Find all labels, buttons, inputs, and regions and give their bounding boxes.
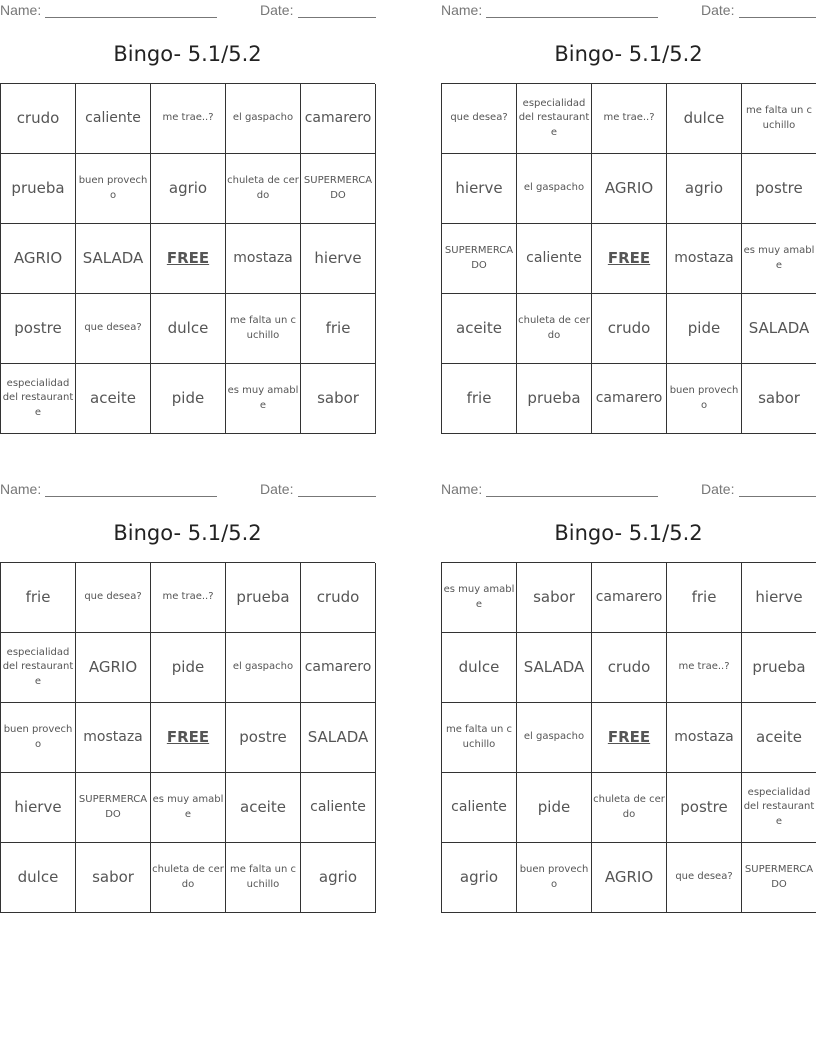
bingo-cell: aceite xyxy=(226,773,301,843)
bingo-cell: frie xyxy=(1,563,76,633)
date-blank-line xyxy=(739,17,816,18)
name-label: Name: xyxy=(0,481,42,497)
bingo-cell: SUPERMERCADO xyxy=(301,154,376,224)
bingo-cell: SALADA xyxy=(517,633,592,703)
bingo-cell: hierve xyxy=(742,563,816,633)
bingo-cell: postre xyxy=(667,773,742,843)
bingo-cell: mostaza xyxy=(76,703,151,773)
bingo-cell: caliente xyxy=(76,84,151,154)
bingo-cell: agrio xyxy=(442,843,517,913)
bingo-cell: mostaza xyxy=(226,224,301,294)
bingo-cell: es muy amable xyxy=(442,563,517,633)
bingo-cell: aceite xyxy=(442,294,517,364)
bingo-cell: el gaspacho xyxy=(517,154,592,224)
bingo-cell: hierve xyxy=(1,773,76,843)
bingo-cell: que desea? xyxy=(442,84,517,154)
bingo-cell: chuleta de cerdo xyxy=(517,294,592,364)
bingo-cell: que desea? xyxy=(667,843,742,913)
bingo-cell: hierve xyxy=(301,224,376,294)
bingo-cell: SUPERMERCADO xyxy=(76,773,151,843)
bingo-cell: el gaspacho xyxy=(226,84,301,154)
bingo-cell: SALADA xyxy=(301,703,376,773)
bingo-cell: crudo xyxy=(301,563,376,633)
name-blank-line xyxy=(486,496,658,497)
name-label: Name: xyxy=(441,2,483,18)
bingo-cell: especialidad del restaurante xyxy=(517,84,592,154)
bingo-cell: me falta un cuchillo xyxy=(226,843,301,913)
name-date-row xyxy=(441,481,816,499)
name-date-row xyxy=(441,2,816,20)
bingo-cell: me trae..? xyxy=(151,84,226,154)
bingo-cell: chuleta de cerdo xyxy=(151,843,226,913)
date-label: Date: xyxy=(701,2,735,18)
name-blank-line xyxy=(486,17,658,18)
bingo-cell: AGRIO xyxy=(592,154,667,224)
name-blank-line xyxy=(45,496,217,497)
card-title: Bingo- 5.1/5.2 xyxy=(554,42,703,66)
bingo-cell: chuleta de cerdo xyxy=(592,773,667,843)
bingo-cell: me trae..? xyxy=(667,633,742,703)
bingo-cell: SALADA xyxy=(76,224,151,294)
name-date-row xyxy=(0,2,375,20)
bingo-cell: mostaza xyxy=(667,224,742,294)
bingo-cell: sabor xyxy=(76,843,151,913)
bingo-cell: pide xyxy=(517,773,592,843)
bingo-cell: aceite xyxy=(76,364,151,434)
bingo-cell: caliente xyxy=(442,773,517,843)
bingo-cell: postre xyxy=(1,294,76,364)
bingo-cell: aceite xyxy=(742,703,816,773)
bingo-cell: sabor xyxy=(742,364,816,434)
bingo-cell: me falta un cuchillo xyxy=(742,84,816,154)
free-space-cell: FREE xyxy=(151,224,226,294)
bingo-cell: chuleta de cerdo xyxy=(226,154,301,224)
bingo-grid xyxy=(441,562,816,913)
bingo-cell: es muy amable xyxy=(226,364,301,434)
bingo-cell: crudo xyxy=(592,633,667,703)
date-label: Date: xyxy=(260,481,294,497)
bingo-cell: SALADA xyxy=(742,294,816,364)
bingo-cell: prueba xyxy=(1,154,76,224)
free-space-cell: FREE xyxy=(151,703,226,773)
bingo-cell: AGRIO xyxy=(1,224,76,294)
name-label: Name: xyxy=(0,2,42,18)
card-title: Bingo- 5.1/5.2 xyxy=(113,521,262,545)
bingo-cell: caliente xyxy=(517,224,592,294)
bingo-grid xyxy=(0,562,375,913)
bingo-cell: agrio xyxy=(151,154,226,224)
bingo-cell: camarero xyxy=(301,84,376,154)
bingo-cell: crudo xyxy=(592,294,667,364)
bingo-cell: AGRIO xyxy=(592,843,667,913)
bingo-cell: dulce xyxy=(442,633,517,703)
bingo-cell: agrio xyxy=(301,843,376,913)
bingo-cell: SUPERMERCADO xyxy=(742,843,816,913)
bingo-cell: AGRIO xyxy=(76,633,151,703)
bingo-cell: pide xyxy=(667,294,742,364)
bingo-cell: dulce xyxy=(151,294,226,364)
bingo-cell: buen provecho xyxy=(667,364,742,434)
bingo-cell: hierve xyxy=(442,154,517,224)
free-space-cell: FREE xyxy=(592,703,667,773)
bingo-cell: agrio xyxy=(667,154,742,224)
bingo-cell: que desea? xyxy=(76,563,151,633)
bingo-cell: frie xyxy=(442,364,517,434)
card-title: Bingo- 5.1/5.2 xyxy=(554,521,703,545)
bingo-cell: mostaza xyxy=(667,703,742,773)
bingo-cell: prueba xyxy=(517,364,592,434)
bingo-cell: caliente xyxy=(301,773,376,843)
bingo-cell: pide xyxy=(151,364,226,434)
name-date-row xyxy=(0,481,375,499)
bingo-grid xyxy=(441,83,816,434)
bingo-cell: buen provecho xyxy=(76,154,151,224)
bingo-cell: es muy amable xyxy=(742,224,816,294)
bingo-cell: me falta un cuchillo xyxy=(226,294,301,364)
bingo-cell: buen provecho xyxy=(1,703,76,773)
date-label: Date: xyxy=(701,481,735,497)
bingo-cell: el gaspacho xyxy=(226,633,301,703)
bingo-cell: camarero xyxy=(592,563,667,633)
date-blank-line xyxy=(298,496,376,497)
date-blank-line xyxy=(739,496,816,497)
bingo-cell: me trae..? xyxy=(151,563,226,633)
bingo-cell: especialidad del restaurante xyxy=(1,633,76,703)
bingo-cell: buen provecho xyxy=(517,843,592,913)
bingo-cell: el gaspacho xyxy=(517,703,592,773)
bingo-cell: especialidad del restaurante xyxy=(742,773,816,843)
bingo-cell: prueba xyxy=(226,563,301,633)
name-label: Name: xyxy=(441,481,483,497)
bingo-cell: postre xyxy=(742,154,816,224)
bingo-cell: frie xyxy=(301,294,376,364)
bingo-cell: me trae..? xyxy=(592,84,667,154)
free-space-cell: FREE xyxy=(592,224,667,294)
bingo-cell: sabor xyxy=(301,364,376,434)
bingo-grid xyxy=(0,83,375,434)
bingo-cell: dulce xyxy=(1,843,76,913)
card-title: Bingo- 5.1/5.2 xyxy=(113,42,262,66)
bingo-cell: dulce xyxy=(667,84,742,154)
bingo-cell: crudo xyxy=(1,84,76,154)
name-blank-line xyxy=(45,17,217,18)
bingo-cell: SUPERMERCADO xyxy=(442,224,517,294)
bingo-cell: es muy amable xyxy=(151,773,226,843)
bingo-cell: frie xyxy=(667,563,742,633)
bingo-cell: pide xyxy=(151,633,226,703)
bingo-cell: sabor xyxy=(517,563,592,633)
bingo-cell: prueba xyxy=(742,633,816,703)
bingo-cell: camarero xyxy=(592,364,667,434)
date-label: Date: xyxy=(260,2,294,18)
bingo-cell: que desea? xyxy=(76,294,151,364)
date-blank-line xyxy=(298,17,376,18)
bingo-cell: postre xyxy=(226,703,301,773)
bingo-cell: camarero xyxy=(301,633,376,703)
bingo-cell: especialidad del restaurante xyxy=(1,364,76,434)
bingo-cell: me falta un cuchillo xyxy=(442,703,517,773)
